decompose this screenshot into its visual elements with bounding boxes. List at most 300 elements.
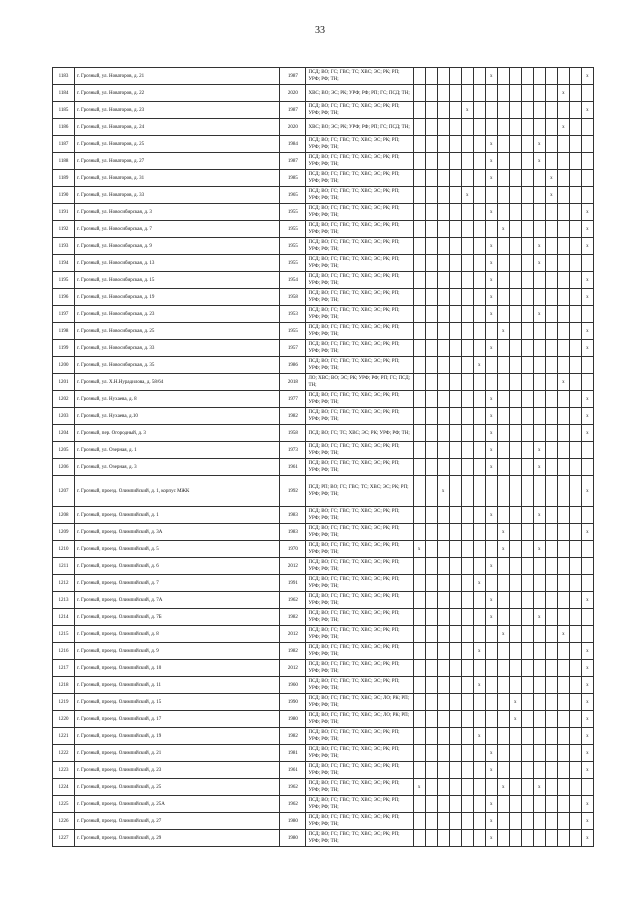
empty-cell (485, 85, 497, 102)
empty-cell (425, 677, 437, 694)
empty-cell (545, 541, 557, 558)
works-list-cell: ПСД; ВО; ГС; ГВС; ТС; ХВС; ЭС; РК; РП; УРФ; РФ; ТН; (306, 728, 413, 745)
empty-cell (437, 136, 449, 153)
row-number-cell: 1186 (53, 119, 75, 136)
empty-cell (569, 119, 581, 136)
address-cell: г. Грозный, проезд. Олимпийский, д. 19 (75, 728, 280, 745)
empty-cell (569, 374, 581, 391)
table-row (53, 728, 594, 745)
address-cell: г. Грозный, ул. Новаторов, д. 22 (75, 85, 280, 102)
year-cell: 1983 (280, 507, 306, 524)
empty-cell (449, 187, 461, 204)
empty-cell (413, 459, 425, 476)
empty-cell (425, 660, 437, 677)
empty-cell (449, 524, 461, 541)
works-list-cell: ПСД; ВО; ГС; ГВС; ТС; ХВС; ЭС; РК; РП; УРФ; РФ; ТН; (306, 204, 413, 221)
empty-cell (485, 524, 497, 541)
address-cell: г. Грозный, ул. Озерная, д. 1 (75, 442, 280, 459)
row-number-cell: 1220 (53, 711, 75, 728)
empty-cell (581, 575, 593, 592)
empty-cell (521, 374, 533, 391)
empty-cell (521, 643, 533, 660)
empty-cell (449, 170, 461, 187)
address-cell: г. Грозный, ул. Новаторов, д. 24 (75, 119, 280, 136)
year-cell: 1980 (280, 813, 306, 830)
works-list-cell: ПСД; ВО; ГС; ГВС; ТС; ХВС; ЭС; РК; РП; УРФ; РФ; ТН; (306, 541, 413, 558)
mark-cell: x (581, 340, 593, 357)
empty-cell (509, 374, 521, 391)
empty-cell (449, 323, 461, 340)
table-row (53, 524, 594, 541)
empty-cell (437, 357, 449, 374)
empty-cell (569, 711, 581, 728)
empty-cell (485, 677, 497, 694)
row-number-cell: 1218 (53, 677, 75, 694)
empty-cell (437, 694, 449, 711)
empty-cell (581, 459, 593, 476)
empty-cell (545, 524, 557, 541)
empty-cell (437, 609, 449, 626)
empty-cell (557, 575, 569, 592)
works-list-cell: ПСД; ВО; ГС; ГВС; ТС; ХВС; ЭС; РК; РП; УРФ; РФ; ТН; (306, 272, 413, 289)
empty-cell (545, 558, 557, 575)
empty-cell (473, 609, 485, 626)
row-number-cell: 1183 (53, 68, 75, 85)
empty-cell (485, 660, 497, 677)
address-cell: г. Грозный, ул. Нухаева, д.10 (75, 408, 280, 425)
empty-cell (497, 306, 509, 323)
empty-cell (437, 711, 449, 728)
row-number-cell: 1197 (53, 306, 75, 323)
empty-cell (569, 558, 581, 575)
empty-cell (473, 592, 485, 609)
mark-cell: x (581, 221, 593, 238)
empty-cell (461, 442, 473, 459)
address-cell: г. Грозный, ул. Новосибирская, д. 33 (75, 340, 280, 357)
table-row (53, 289, 594, 306)
address-cell: г. Грозный, проезд. Олимпийский, д. 29 (75, 830, 280, 847)
empty-cell (533, 711, 545, 728)
empty-cell (437, 507, 449, 524)
empty-cell (413, 830, 425, 847)
empty-cell (461, 255, 473, 272)
address-cell: г. Грозный, ул. Новаторов, д. 25 (75, 136, 280, 153)
empty-cell (533, 643, 545, 660)
empty-cell (473, 272, 485, 289)
empty-cell (449, 728, 461, 745)
address-cell: г. Грозный, проезд. Олимпийский, д. 10 (75, 660, 280, 677)
empty-cell (497, 238, 509, 255)
mark-cell: x (557, 119, 569, 136)
empty-cell (509, 609, 521, 626)
table-row (53, 541, 594, 558)
empty-cell (413, 425, 425, 442)
empty-cell (449, 592, 461, 609)
empty-cell (545, 442, 557, 459)
address-cell: г. Грозный, проезд. Олимпийский, д. 21 (75, 745, 280, 762)
empty-cell (497, 357, 509, 374)
address-cell: г. Грозный, проезд. Олимпийский, д. 6 (75, 558, 280, 575)
empty-cell (509, 626, 521, 643)
empty-cell (413, 187, 425, 204)
empty-cell (521, 796, 533, 813)
empty-cell (449, 221, 461, 238)
year-cell: 1953 (280, 306, 306, 323)
empty-cell (461, 762, 473, 779)
empty-cell (449, 796, 461, 813)
mark-cell: x (581, 289, 593, 306)
mark-cell: x (485, 796, 497, 813)
empty-cell (533, 694, 545, 711)
empty-cell (509, 289, 521, 306)
empty-cell (449, 391, 461, 408)
empty-cell (521, 272, 533, 289)
empty-cell (497, 170, 509, 187)
empty-cell (437, 541, 449, 558)
empty-cell (473, 459, 485, 476)
empty-cell (461, 425, 473, 442)
empty-cell (509, 524, 521, 541)
empty-cell (413, 374, 425, 391)
empty-cell (413, 289, 425, 306)
address-cell: г. Грозный, ул. Озерная, д. 3 (75, 459, 280, 476)
works-list-cell: ПСД; ВО; ГС; ГВС; ТС; ХВС; ЭС; РК; РП; УРФ; РФ; ТН; (306, 796, 413, 813)
housing-registry-table (52, 67, 594, 847)
empty-cell (449, 507, 461, 524)
table-row (53, 136, 594, 153)
empty-cell (557, 238, 569, 255)
row-number-cell: 1192 (53, 221, 75, 238)
mark-cell: x (497, 779, 509, 796)
empty-cell (569, 575, 581, 592)
empty-cell (533, 660, 545, 677)
table-row (53, 170, 594, 187)
empty-cell (449, 643, 461, 660)
empty-cell (557, 255, 569, 272)
table-row (53, 745, 594, 762)
empty-cell (557, 728, 569, 745)
empty-cell (425, 442, 437, 459)
works-list-cell: ПСД; ВО; ГС; ГВС; ТС; ХВС; ЭС; РК; РП; УРФ; РФ; ТН; (306, 558, 413, 575)
works-list-cell: ПСД; ВО; ГС; ГВС; ТС; ХВС; ЭС; ЛО; РК; РП; УРФ; РФ; ТН; (306, 694, 413, 711)
year-cell: 2020 (280, 119, 306, 136)
empty-cell (413, 728, 425, 745)
row-number-cell: 1225 (53, 796, 75, 813)
mark-cell: x (497, 626, 509, 643)
empty-cell (569, 694, 581, 711)
empty-cell (425, 85, 437, 102)
works-list-cell: ПСД; ВО; ГС; ГВС; ТС; ХВС; ЭС; РК; РП; УРФ; РФ; ТН; (306, 609, 413, 626)
empty-cell (485, 626, 497, 643)
mark-cell: x (557, 85, 569, 102)
address-cell: г. Грозный, ул. Новосибирская, д. 35 (75, 357, 280, 374)
empty-cell (425, 694, 437, 711)
empty-cell (461, 289, 473, 306)
empty-cell (533, 476, 545, 507)
empty-cell (449, 745, 461, 762)
table-row (53, 442, 594, 459)
empty-cell (425, 711, 437, 728)
mark-cell: x (581, 830, 593, 847)
empty-cell (437, 340, 449, 357)
empty-cell (461, 476, 473, 507)
empty-cell (485, 102, 497, 119)
empty-cell (497, 476, 509, 507)
table-row (53, 204, 594, 221)
empty-cell (509, 204, 521, 221)
empty-cell (497, 442, 509, 459)
empty-cell (473, 745, 485, 762)
year-cell: 1955 (280, 204, 306, 221)
empty-cell (413, 357, 425, 374)
row-number-cell: 1213 (53, 592, 75, 609)
year-cell: 1982 (280, 643, 306, 660)
table-row (53, 592, 594, 609)
row-number-cell: 1184 (53, 85, 75, 102)
row-number-cell: 1198 (53, 323, 75, 340)
empty-cell (557, 813, 569, 830)
year-cell: 1984 (280, 136, 306, 153)
empty-cell (533, 85, 545, 102)
row-number-cell: 1206 (53, 459, 75, 476)
empty-cell (545, 119, 557, 136)
empty-cell (509, 119, 521, 136)
empty-cell (521, 442, 533, 459)
empty-cell (509, 85, 521, 102)
empty-cell (461, 660, 473, 677)
table-row (53, 238, 594, 255)
mark-cell: x (533, 459, 545, 476)
works-list-cell: ПСД; ВО; ГС; ГВС; ТС; ХВС; ЭС; РК; РП; УРФ; РФ; ТН; (306, 238, 413, 255)
year-cell: 1987 (280, 68, 306, 85)
table-row (53, 779, 594, 796)
empty-cell (497, 119, 509, 136)
empty-cell (545, 408, 557, 425)
empty-cell (449, 442, 461, 459)
row-number-cell: 1211 (53, 558, 75, 575)
empty-cell (521, 68, 533, 85)
empty-cell (473, 626, 485, 643)
mark-cell: x (461, 187, 473, 204)
empty-cell (521, 136, 533, 153)
empty-cell (557, 357, 569, 374)
empty-cell (437, 728, 449, 745)
empty-cell (425, 102, 437, 119)
year-cell: 2018 (280, 374, 306, 391)
empty-cell (557, 677, 569, 694)
empty-cell (425, 170, 437, 187)
empty-cell (425, 153, 437, 170)
empty-cell (425, 796, 437, 813)
row-number-cell: 1188 (53, 153, 75, 170)
empty-cell (521, 779, 533, 796)
empty-cell (425, 272, 437, 289)
empty-cell (461, 221, 473, 238)
address-cell: г. Грозный, проезд. Олимпийский, д. 3А (75, 524, 280, 541)
empty-cell (557, 153, 569, 170)
empty-cell (437, 425, 449, 442)
row-number-cell: 1208 (53, 507, 75, 524)
empty-cell (509, 592, 521, 609)
works-list-cell: ПСД; ВО; ГС; ГВС; ТС; ХВС; ЭС; РК; РП; УРФ; РФ; ТН; (306, 306, 413, 323)
empty-cell (449, 374, 461, 391)
empty-cell (533, 592, 545, 609)
empty-cell (461, 204, 473, 221)
empty-cell (485, 221, 497, 238)
row-number-cell: 1200 (53, 357, 75, 374)
empty-cell (413, 575, 425, 592)
table-row (53, 119, 594, 136)
empty-cell (569, 779, 581, 796)
address-cell: г. Грозный, ул. Новосибирская, д. 19 (75, 289, 280, 306)
row-number-cell: 1199 (53, 340, 75, 357)
empty-cell (521, 524, 533, 541)
works-list-cell: ПСД; ВО; ГС; ГВС; ТС; ХВС; ЭС; РК; РП; УРФ; РФ; ТН; (306, 442, 413, 459)
empty-cell (449, 558, 461, 575)
empty-cell (461, 541, 473, 558)
empty-cell (497, 187, 509, 204)
empty-cell (509, 745, 521, 762)
empty-cell (473, 442, 485, 459)
empty-cell (533, 425, 545, 442)
mark-cell: x (485, 306, 497, 323)
empty-cell (521, 221, 533, 238)
mark-cell: x (581, 524, 593, 541)
empty-cell (545, 796, 557, 813)
empty-cell (437, 85, 449, 102)
empty-cell (437, 153, 449, 170)
empty-cell (545, 306, 557, 323)
table-row (53, 476, 594, 507)
empty-cell (461, 711, 473, 728)
empty-cell (545, 626, 557, 643)
empty-cell (425, 357, 437, 374)
empty-cell (581, 541, 593, 558)
empty-cell (533, 745, 545, 762)
empty-cell (497, 289, 509, 306)
empty-cell (533, 289, 545, 306)
mark-cell: x (485, 289, 497, 306)
empty-cell (569, 524, 581, 541)
empty-cell (437, 102, 449, 119)
empty-cell (413, 476, 425, 507)
mark-cell: x (485, 272, 497, 289)
empty-cell (425, 187, 437, 204)
empty-cell (581, 255, 593, 272)
row-number-cell: 1224 (53, 779, 75, 796)
empty-cell (461, 558, 473, 575)
empty-cell (521, 507, 533, 524)
works-list-cell: ПСД; ВО; ГС; ГВС; ТС; ХВС; ЭС; ЛО; РК; РП; УРФ; РФ; ТН; (306, 711, 413, 728)
empty-cell (461, 779, 473, 796)
mark-cell: x (413, 779, 425, 796)
empty-cell (557, 762, 569, 779)
empty-cell (497, 459, 509, 476)
empty-cell (425, 408, 437, 425)
mark-cell: x (485, 391, 497, 408)
empty-cell (521, 677, 533, 694)
mark-cell: x (485, 408, 497, 425)
mark-cell: x (509, 694, 521, 711)
table-row (53, 694, 594, 711)
empty-cell (413, 694, 425, 711)
year-cell: 1983 (280, 524, 306, 541)
empty-cell (497, 762, 509, 779)
empty-cell (473, 830, 485, 847)
mark-cell: x (473, 643, 485, 660)
empty-cell (509, 306, 521, 323)
works-list-cell: ПСД; ВО; ГС; ГВС; ТС; ХВС; ЭС; РК; РП; УРФ; РФ; ТН; (306, 408, 413, 425)
empty-cell (437, 813, 449, 830)
empty-cell (545, 711, 557, 728)
empty-cell (413, 408, 425, 425)
empty-cell (521, 391, 533, 408)
empty-cell (473, 85, 485, 102)
empty-cell (533, 187, 545, 204)
empty-cell (569, 425, 581, 442)
empty-cell (425, 68, 437, 85)
empty-cell (461, 391, 473, 408)
works-list-cell: ПСД; ВО; ГС; ГВС; ТС; ХВС; ЭС; РК; РП; УРФ; РФ; ТН; (306, 830, 413, 847)
empty-cell (413, 813, 425, 830)
empty-cell (545, 677, 557, 694)
empty-cell (509, 408, 521, 425)
address-cell: г. Грозный, проезд. Олимпийский, д. 23 (75, 762, 280, 779)
empty-cell (437, 170, 449, 187)
empty-cell (425, 459, 437, 476)
empty-cell (449, 153, 461, 170)
mark-cell: x (581, 391, 593, 408)
empty-cell (581, 374, 593, 391)
year-cell: 1961 (280, 762, 306, 779)
empty-cell (449, 357, 461, 374)
empty-cell (413, 643, 425, 660)
table-row (53, 626, 594, 643)
empty-cell (557, 221, 569, 238)
works-list-cell: ПСД; ВО; ГС; ГВС; ТС; ХВС; ЭС; РК; РП; УРФ; РФ; ТН; (306, 592, 413, 609)
empty-cell (425, 609, 437, 626)
empty-cell (461, 626, 473, 643)
mark-cell: x (581, 592, 593, 609)
year-cell: 1958 (280, 425, 306, 442)
empty-cell (461, 813, 473, 830)
empty-cell (545, 813, 557, 830)
empty-cell (413, 136, 425, 153)
year-cell: 1987 (280, 153, 306, 170)
empty-cell (521, 119, 533, 136)
row-number-cell: 1226 (53, 813, 75, 830)
mark-cell: x (533, 779, 545, 796)
row-number-cell: 1210 (53, 541, 75, 558)
empty-cell (497, 102, 509, 119)
year-cell: 1955 (280, 323, 306, 340)
works-list-cell: ПСД; ВО; ГС; ГВС; ТС; ХВС; ЭС; РК; РП; УРФ; РФ; ТН; (306, 524, 413, 541)
empty-cell (569, 221, 581, 238)
empty-cell (581, 153, 593, 170)
empty-cell (461, 745, 473, 762)
empty-cell (569, 728, 581, 745)
empty-cell (533, 524, 545, 541)
empty-cell (509, 459, 521, 476)
mark-cell: x (485, 813, 497, 830)
row-number-cell: 1207 (53, 476, 75, 507)
empty-cell (509, 153, 521, 170)
empty-cell (509, 272, 521, 289)
empty-cell (545, 357, 557, 374)
year-cell: 1962 (280, 796, 306, 813)
mark-cell: x (485, 830, 497, 847)
empty-cell (509, 507, 521, 524)
